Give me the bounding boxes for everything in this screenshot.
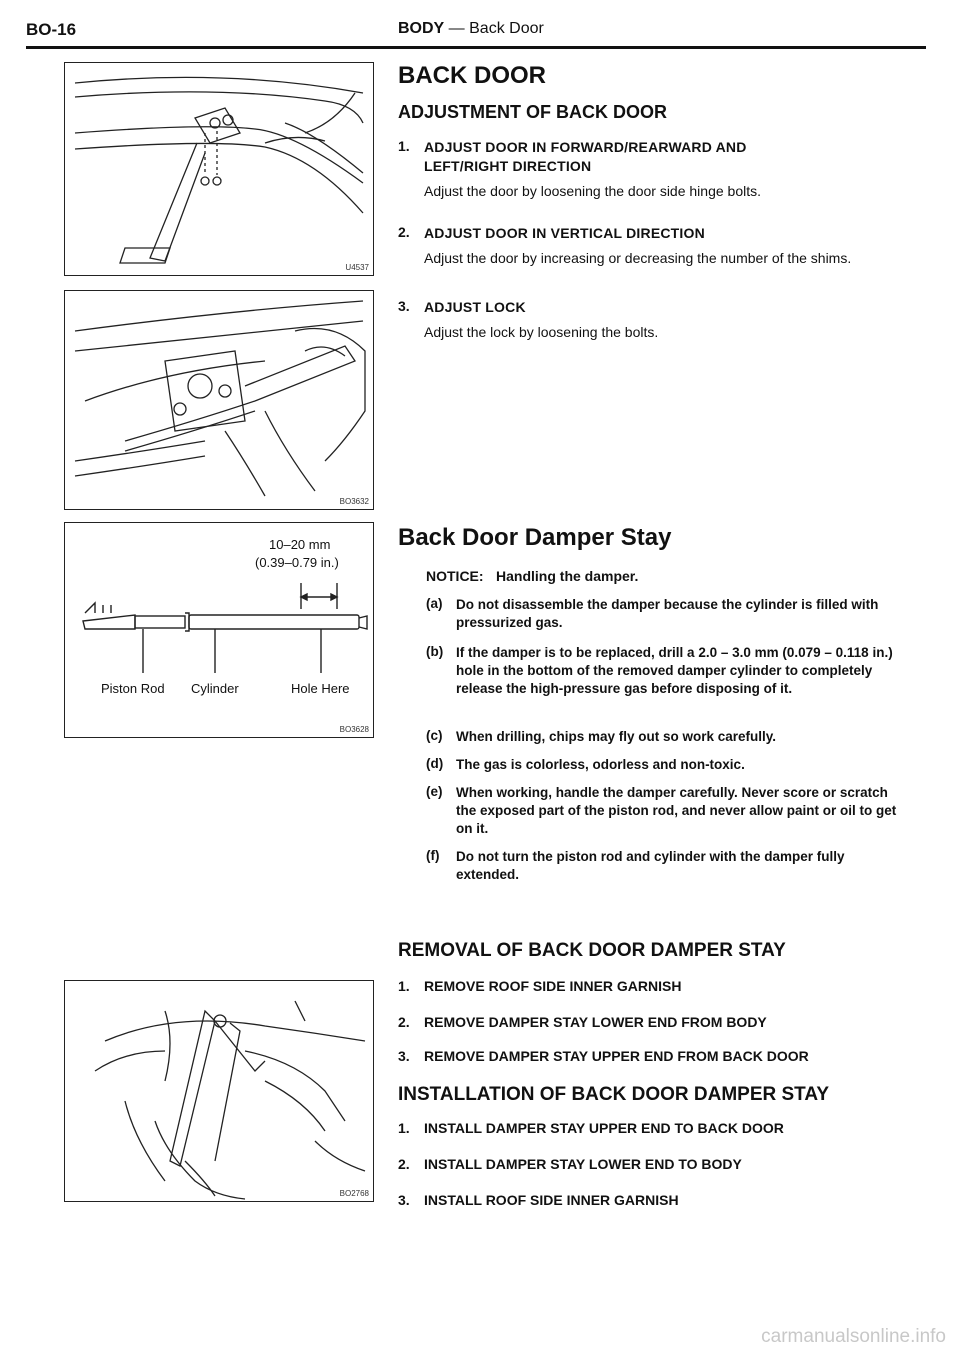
figure-code: U4537 (345, 263, 369, 272)
step-number: 1. (398, 138, 410, 154)
removal-title: REMOVAL OF BACK DOOR DAMPER STAY (398, 940, 786, 961)
step-number: 3. (398, 1048, 410, 1064)
installation-section (398, 1084, 898, 1214)
installation-step-1 (398, 1120, 898, 1138)
step-body: Adjust the door by increasing or decreasing the number of the shims. (424, 250, 852, 266)
removal-step-1 (398, 978, 898, 996)
step-body: Adjust the door by loosening the door side hinge bolts. (424, 183, 762, 199)
notice-item-c (426, 728, 898, 746)
notice-label: NOTICE: (426, 568, 484, 584)
step-text: INSTALL ROOF SIDE INNER GARNISH (424, 1192, 679, 1208)
page-number: BO-16 (26, 20, 77, 39)
notice-item-d (426, 756, 898, 774)
installation-step-3 (398, 1192, 898, 1210)
step-title-line: LEFT/RIGHT DIRECTION (424, 158, 592, 174)
piston-rod-label: Piston Rod (101, 681, 165, 696)
notice-text: Handling the damper. (496, 568, 639, 584)
installation-step-2 (398, 1156, 898, 1174)
removal-step-2 (398, 1014, 898, 1032)
adjust-step-1 (398, 138, 898, 201)
dimension-in-label: (0.39–0.79 in.) (255, 555, 339, 570)
item-letter: (a) (426, 596, 443, 611)
item-text: When drilling, chips may fly out so work carefully. (456, 729, 777, 744)
item-letter: (d) (426, 756, 444, 771)
section-name: BODY (398, 20, 445, 37)
hinge-illustration (65, 63, 373, 275)
installation-title: INSTALLATION OF BACK DOOR DAMPER STAY (398, 1084, 830, 1105)
step-number: 2. (398, 1156, 410, 1172)
lock-illustration (65, 291, 373, 509)
step-text: INSTALL DAMPER STAY LOWER END TO BODY (424, 1156, 742, 1172)
damper-section (398, 524, 898, 894)
item-text: Do not disassemble the damper because the cylinder is filled with pressurized gas. (456, 597, 879, 630)
step-text: REMOVE ROOF SIDE INNER GARNISH (424, 978, 682, 994)
item-text: The gas is colorless, odorless and non-toxic. (456, 757, 745, 772)
watermark-link[interactable]: carmanualsonline.info (761, 1326, 946, 1347)
section-title: BACK DOOR (398, 62, 546, 89)
item-text: If the damper is to be replaced, drill a 2.0 – 3.0 mm (0.079 – 0.118 in.) hole in the bottom of the removed damper cylinder to completely release the high-pressure gas before disposing of it. (456, 645, 893, 696)
notice-item-b (426, 644, 898, 698)
adjust-step-2 (398, 224, 898, 268)
removal-section (398, 940, 898, 1070)
notice-item-e (426, 784, 898, 838)
adjust-step-3 (398, 298, 898, 342)
dimension-mm-label: 10–20 mm (269, 537, 331, 552)
step-body: Adjust the lock by loosening the bolts. (424, 324, 659, 340)
item-letter: (e) (426, 784, 443, 799)
item-letter: (b) (426, 644, 444, 659)
notice-item-a (426, 596, 898, 632)
item-text: Do not turn the piston rod and cylinder with the damper fully extended. (456, 849, 845, 882)
header-separator: — (444, 20, 470, 37)
notice (426, 568, 638, 586)
figure-damper-removal (64, 980, 374, 1202)
step-number: 1. (398, 978, 410, 994)
page-header (26, 18, 926, 49)
step-number: 2. (398, 1014, 410, 1030)
step-number: 3. (398, 298, 410, 314)
subsection-name: Back Door (469, 20, 544, 37)
step-number: 2. (398, 224, 410, 240)
item-letter: (c) (426, 728, 443, 743)
figure-code: BO3628 (339, 725, 369, 734)
hole-here-label: Hole Here (291, 681, 350, 696)
adjustment-title: ADJUSTMENT OF BACK DOOR (398, 102, 667, 122)
damper-removal-illustration (65, 981, 373, 1201)
step-text: INSTALL DAMPER STAY UPPER END TO BACK DOOR (424, 1120, 784, 1136)
step-number: 3. (398, 1192, 410, 1208)
notice-item-f (426, 848, 898, 884)
back-door-section (398, 62, 898, 342)
step-title (424, 138, 898, 176)
step-title: ADJUST DOOR IN VERTICAL DIRECTION (424, 225, 705, 241)
step-title: ADJUST LOCK (424, 299, 526, 315)
step-text: REMOVE DAMPER STAY LOWER END FROM BODY (424, 1014, 767, 1030)
step-number: 1. (398, 1120, 410, 1136)
figure-lock (64, 290, 374, 510)
running-head (398, 20, 544, 38)
damper-title: Back Door Damper Stay (398, 524, 672, 551)
figure-code: BO3632 (339, 497, 369, 506)
removal-step-3 (398, 1048, 898, 1066)
item-text: When working, handle the damper carefully. Never score or scratch the exposed part of the piston rod, and never allow paint or oil to get on it. (456, 785, 897, 836)
cylinder-label: Cylinder (191, 681, 239, 696)
figure-code: BO2768 (339, 1189, 369, 1198)
step-text: REMOVE DAMPER STAY UPPER END FROM BACK DOOR (424, 1048, 809, 1064)
figure-damper (64, 522, 374, 738)
figure-hinge (64, 62, 374, 276)
step-title-line: ADJUST DOOR IN FORWARD/REARWARD AND (424, 139, 747, 155)
item-letter: (f) (426, 848, 440, 863)
